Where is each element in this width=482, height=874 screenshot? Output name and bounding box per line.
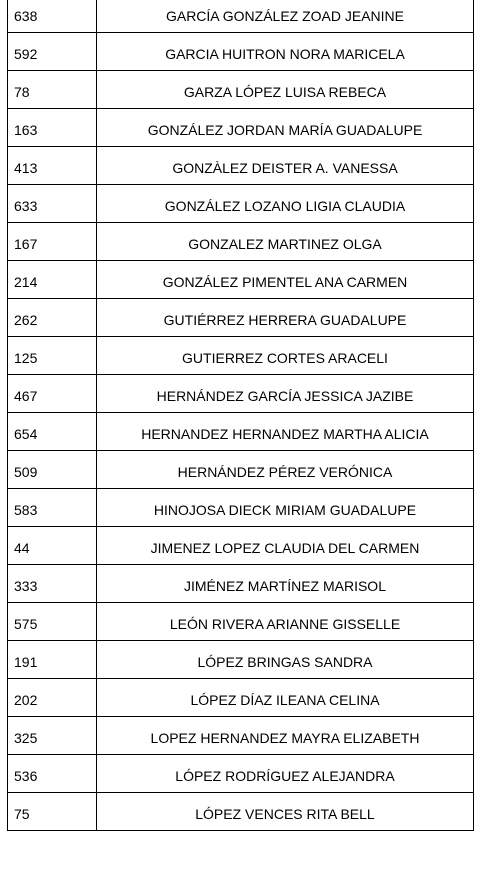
row-name: LOPEZ HERNANDEZ MAYRA ELIZABETH [97, 716, 474, 754]
table-row [8, 526, 474, 564]
row-number: 638 [8, 0, 97, 32]
row-name: LÓPEZ DÍAZ ILEANA CELINA [97, 678, 474, 716]
row-number: 75 [8, 792, 97, 830]
row-name: LEÓN RIVERA ARIANNE GISSELLE [97, 602, 474, 640]
row-name: GONZÁLEZ LOZANO LIGIA CLAUDIA [97, 184, 474, 222]
row-name: GONZALEZ MARTINEZ OLGA [97, 222, 474, 260]
row-number: 583 [8, 488, 97, 526]
row-name: GONZÀLEZ DEISTER A. VANESSA [97, 146, 474, 184]
row-number: 214 [8, 260, 97, 298]
row-name: GARCIA HUITRON NORA MARICELA [97, 32, 474, 70]
row-name: LÓPEZ VENCES RITA BELL [97, 792, 474, 830]
row-number: 575 [8, 602, 97, 640]
table-row [8, 336, 474, 374]
roster-sheet [7, 0, 473, 874]
row-name: HINOJOSA DIECK MIRIAM GUADALUPE [97, 488, 474, 526]
row-number: 191 [8, 640, 97, 678]
table-row [8, 260, 474, 298]
row-number: 536 [8, 754, 97, 792]
row-number: 163 [8, 108, 97, 146]
table-row [8, 678, 474, 716]
row-name: LÓPEZ RODRÍGUEZ ALEJANDRA [97, 754, 474, 792]
table-row [8, 146, 474, 184]
row-number: 413 [8, 146, 97, 184]
row-number: 325 [8, 716, 97, 754]
row-name: LÓPEZ BRINGAS SANDRA [97, 640, 474, 678]
table-row [8, 32, 474, 70]
row-number: 44 [8, 526, 97, 564]
table-row [8, 70, 474, 108]
table-row [8, 602, 474, 640]
row-number: 333 [8, 564, 97, 602]
table-row [8, 716, 474, 754]
table-row [8, 488, 474, 526]
row-name: HERNANDEZ HERNANDEZ MARTHA ALICIA [97, 412, 474, 450]
row-name: GUTIÉRREZ HERRERA GUADALUPE [97, 298, 474, 336]
table-row [8, 640, 474, 678]
row-name: GARCÍA GONZÁLEZ ZOAD JEANINE [97, 0, 474, 32]
table-row [8, 792, 474, 830]
table-row [8, 298, 474, 336]
row-number: 467 [8, 374, 97, 412]
row-number: 654 [8, 412, 97, 450]
row-name: JIMÉNEZ MARTÍNEZ MARISOL [97, 564, 474, 602]
row-name: GONZÁLEZ PIMENTEL ANA CARMEN [97, 260, 474, 298]
row-name: HERNÁNDEZ PÉREZ VERÓNICA [97, 450, 474, 488]
row-name: GARZA LÓPEZ LUISA REBECA [97, 70, 474, 108]
row-name: JIMENEZ LOPEZ CLAUDIA DEL CARMEN [97, 526, 474, 564]
row-name: HERNÁNDEZ GARCÍA JESSICA JAZIBE [97, 374, 474, 412]
table-row [8, 184, 474, 222]
row-number: 125 [8, 336, 97, 374]
row-number: 78 [8, 70, 97, 108]
table-row [8, 564, 474, 602]
table-row [8, 412, 474, 450]
table-row [8, 754, 474, 792]
row-name: GONZÁLEZ JORDAN MARÍA GUADALUPE [97, 108, 474, 146]
table-row [8, 0, 474, 32]
table-row [8, 222, 474, 260]
table-row [8, 450, 474, 488]
table-row [8, 374, 474, 412]
roster-table [7, 0, 474, 831]
row-name: GUTIERREZ CORTES ARACELI [97, 336, 474, 374]
row-number: 633 [8, 184, 97, 222]
row-number: 167 [8, 222, 97, 260]
row-number: 592 [8, 32, 97, 70]
row-number: 509 [8, 450, 97, 488]
table-row [8, 108, 474, 146]
row-number: 202 [8, 678, 97, 716]
row-number: 262 [8, 298, 97, 336]
